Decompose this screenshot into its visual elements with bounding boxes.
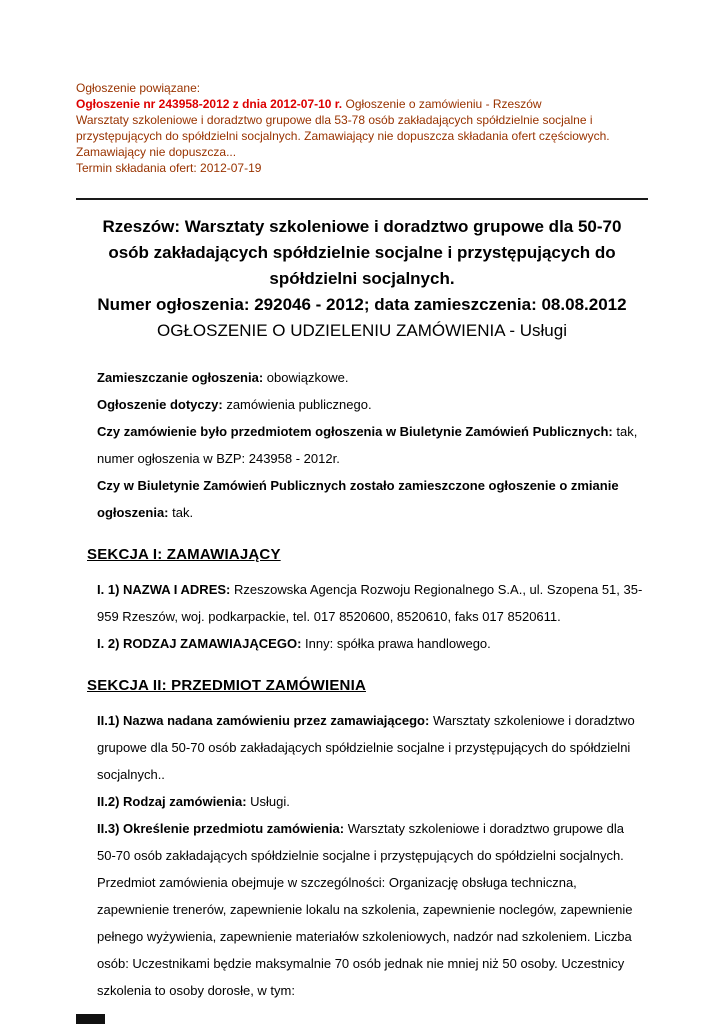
announcement-meta (97, 364, 643, 526)
meta-item (97, 418, 643, 472)
related-link-line (76, 96, 648, 112)
item-label: II.1) Nazwa nadana zamówieniu przez zamawiającego: (97, 713, 430, 728)
section-2-heading: SEKCJA II: PRZEDMIOT ZAMÓWIENIA (87, 677, 366, 694)
item-label: II.2) Rodzaj zamówienia: (97, 794, 247, 809)
item-label: I. 1) NAZWA I ADRES: (97, 582, 231, 597)
item-label: II.3) Określenie przedmiotu zamówienia: (97, 821, 345, 836)
meta-value: obowiązkowe. (266, 370, 349, 385)
section-item (97, 815, 643, 1004)
item-value: Inny: spółka prawa handlowego. (305, 636, 491, 651)
item-value: Rzeszowska Agencja Rozwoju Regionalnego S.A., ul. Szopena 51, 35-959 Rzeszów, woj. podkarpackie, tel. 017 8520600, 8520610, faks 017 8520611. (97, 582, 643, 624)
related-intro: Ogłoszenie powiązane: (76, 81, 201, 95)
item-value: Usługi. (250, 794, 290, 809)
related-announcement-block (76, 80, 648, 176)
related-deadline: Termin składania ofert: 2012-07-19 (76, 161, 262, 175)
divider (76, 198, 648, 200)
partial-footer-element (76, 1014, 105, 1024)
meta-label: Zamieszczanie ogłoszenia: (97, 370, 264, 385)
section-item (97, 707, 643, 788)
section-1-items (97, 576, 643, 657)
meta-value: tak, numer ogłoszenia w BZP: 243958 - 2012r. (97, 424, 638, 466)
section-1-heading: SEKCJA I: ZAMAWIAJĄCY (87, 546, 281, 563)
meta-label: Czy w Biuletynie Zamówień Publicznych zostało zamieszczone ogłoszenie o zmianie ogłoszenia: (97, 478, 619, 520)
related-link-suffix: Ogłoszenie o zamówieniu - Rzeszów (342, 97, 542, 111)
meta-item (97, 391, 643, 418)
section-item (97, 630, 643, 657)
meta-item (97, 364, 643, 391)
section-item (97, 788, 643, 815)
announcement-number-line: Numer ogłoszenia: 292046 - 2012; data zamieszczenia: 08.08.2012 (97, 295, 627, 314)
meta-value: zamówienia publicznego. (226, 397, 372, 412)
item-label: I. 2) RODZAJ ZAMAWIAJĄCEGO: (97, 636, 302, 651)
section-item (97, 576, 643, 630)
related-description: Warsztaty szkoleniowe i doradztwo grupowe dla 53-78 osób zakładających spółdzielnie socjalne i przystępujących do spółdzielni socjalnych. Zamawiający nie dopuszcza składania ofert częściowych. (76, 113, 610, 143)
meta-label: Ogłoszenie dotyczy: (97, 397, 223, 412)
document-header (86, 214, 638, 344)
announcement-type-line: OGŁOSZENIE O UDZIELENIU ZAMÓWIENIA - Usługi (157, 321, 567, 340)
meta-label: Czy zamówienie było przedmiotem ogłoszenia w Biuletynie Zamówień Publicznych: (97, 424, 613, 439)
section-2-items (97, 707, 643, 1004)
item-value: Warsztaty szkoleniowe i doradztwo grupowe dla 50-70 osób zakładających spółdzielnie socjalne i przystępujących do spółdzielni socjalnych. Przedmiot zamówienia obejmuje w szczególności: Organizację obsługa techniczna, zapewnienie trenerów, zapewnienie lokalu na szkolenia, zapewnienie noclegów, zapewnienie pełnego wyżywienia, zapewnienie materiałów szkoleniowych, nadzór nad szkoleniem. Liczba osób: Uczestnikami będzie maksymalnie 70 osób jednak nie mniej niż 50 osoby. Uczestnicy szkolenia to osoby dorosłe, w tym: (97, 821, 633, 998)
related-extra: Zamawiający nie dopuszcza... (76, 145, 237, 159)
related-announcement-link[interactable]: Ogłoszenie nr 243958-2012 z dnia 2012-07-10 r. (76, 97, 343, 111)
meta-value: tak. (172, 505, 194, 520)
item-value: Warsztaty szkoleniowe i doradztwo grupowe dla 50-70 osób zakładających spółdzielnie socjalne i przystępujących do spółdzielni socjalnych.. (97, 713, 635, 782)
meta-item (97, 472, 643, 526)
page-title: Rzeszów: Warsztaty szkoleniowe i doradztwo grupowe dla 50-70 osób zakładających spółdzielnie socjalne i przystępujących do spółdzielni socjalnych. (102, 217, 622, 288)
